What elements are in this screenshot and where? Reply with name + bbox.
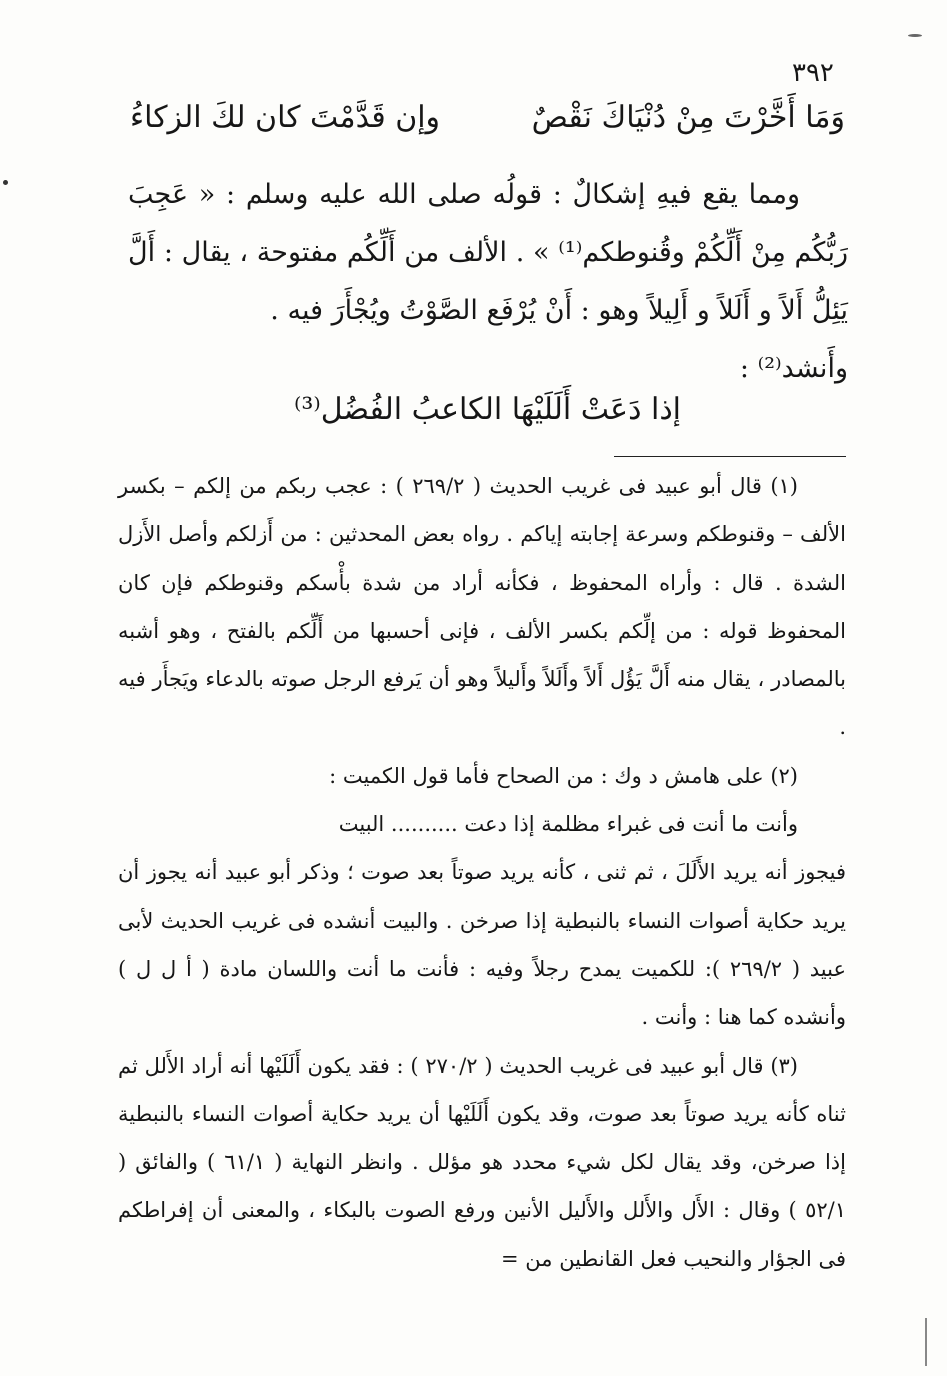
- opening-verse: [130, 100, 845, 152]
- page-number: ٣٩٢: [792, 58, 834, 88]
- main-paragraph: ومما يقع فيهِ إشكالٌ : قولُه صلى الله عليه وسلم : « عَجِبَ رَبُّكُم مِنْ أَلِّكُمْ وقُنوطكم⁽¹⁾ » . الألف من أَلِّكُم مفتوحة ، يقال : أَلَّ يَئِلُّ أَلاً و أَلَلاً و أَلِيلاً وهو : أَنْ يُرْفَع الصَّوْتُ ويُجْأَرَ فيه .: [128, 179, 848, 326]
- scan-edge-mark: [925, 1318, 927, 1366]
- footnote-separator: [614, 456, 846, 457]
- footnote-2-body: فيجوز أنه يريد الأَلَلَ ، ثم ثنى ، كأنه يريد صوتاً بعد صوت ؛ وذكر أبو عبيد أنه يجوز أن يريد حكاية أصوات النساء بالنبطية إذا صرخن . والبيت أنشده فى غريب الحديث لأبى عبيد ( ٢٦٩/٢ ): للكميت يمدح رجلاً وفيه : فأنت ما أنت واللسان مادة ( أ ل ل ) وأنشده كما هنا : وأنت .: [118, 860, 846, 1030]
- scan-mark: [908, 34, 922, 37]
- anshad-line: وأَنشد⁽²⁾ :: [739, 353, 848, 384]
- footnote-2: (٢) على هامش د وك : من الصحاح فأما قول الكميت :: [329, 763, 798, 788]
- verse-second-hemistich: وإن قَدَّمْتَ كان لكَ الزكاءُ: [130, 100, 441, 135]
- main-text: [128, 166, 848, 398]
- cited-verse: إذا دَعَتْ أَلَلَيْهَا الكاعبُ الفُضُل⁽³⁾: [293, 392, 682, 427]
- footnotes: [118, 462, 846, 1283]
- footnote-2-verse: وأنت ما أنت فى غبراء مظلمة إذا دعت .......... البيت: [338, 812, 798, 837]
- scan-mark: [3, 180, 8, 185]
- footnote-3: (٣) قال أبو عبيد فى غريب الحديث ( ٢٧٠/٢ ) : فقد يكون أَلَلَيْها أنه أراد الأَلل ثم ثناه كأنه يريد صوتاً بعد صوت، وقد يكون أَلَلَيْها أن يريد حكاية أصوات النساء بالنبطية إذا صرخن، وقد يقال لكل شيء محدد هو مؤلل . وانظر النهاية ( ٦١/١ ) والفائق ( ٥٢/١ ) وقال : الأَل والأَلل والأَليل الأنين ورفع الصوت بالبكاء ، والمعنى أن إفراطكم فى الجؤار والنحيب فعل القانطين من =: [118, 1053, 846, 1271]
- verse-first-hemistich: وَمَا أَخَّرْتَ مِنْ دُنْيَاكَ نَقْصٌ: [531, 100, 845, 135]
- footnote-1: (١) قال أبو عبيد فى غريب الحديث ( ٢٦٩/٢ ) : عجب ربكم من إلكم – بكسر الألف – وقنوطكم وسرعة إجابته إياكم . رواه بعض المحدثين : من أَزلكم وأصل الأَزل الشدة . قال : وأراه المحفوظ ، فكأنه أراد من شدة بأْسكم وقنوطكم فإن كان المحفوظ قوله : من إلِّكم بكسر الألف ، فإنى أحسبها من أَلِّكم بالفتح ، وهو أشبه بالمصادر ، يقال منه أَلَّ يَؤُل أَلاً وأَلَلاً وأَليلاً وهو أن يَرفع الرجل صوته بالدعاء ويَجأَر فيه .: [118, 474, 846, 740]
